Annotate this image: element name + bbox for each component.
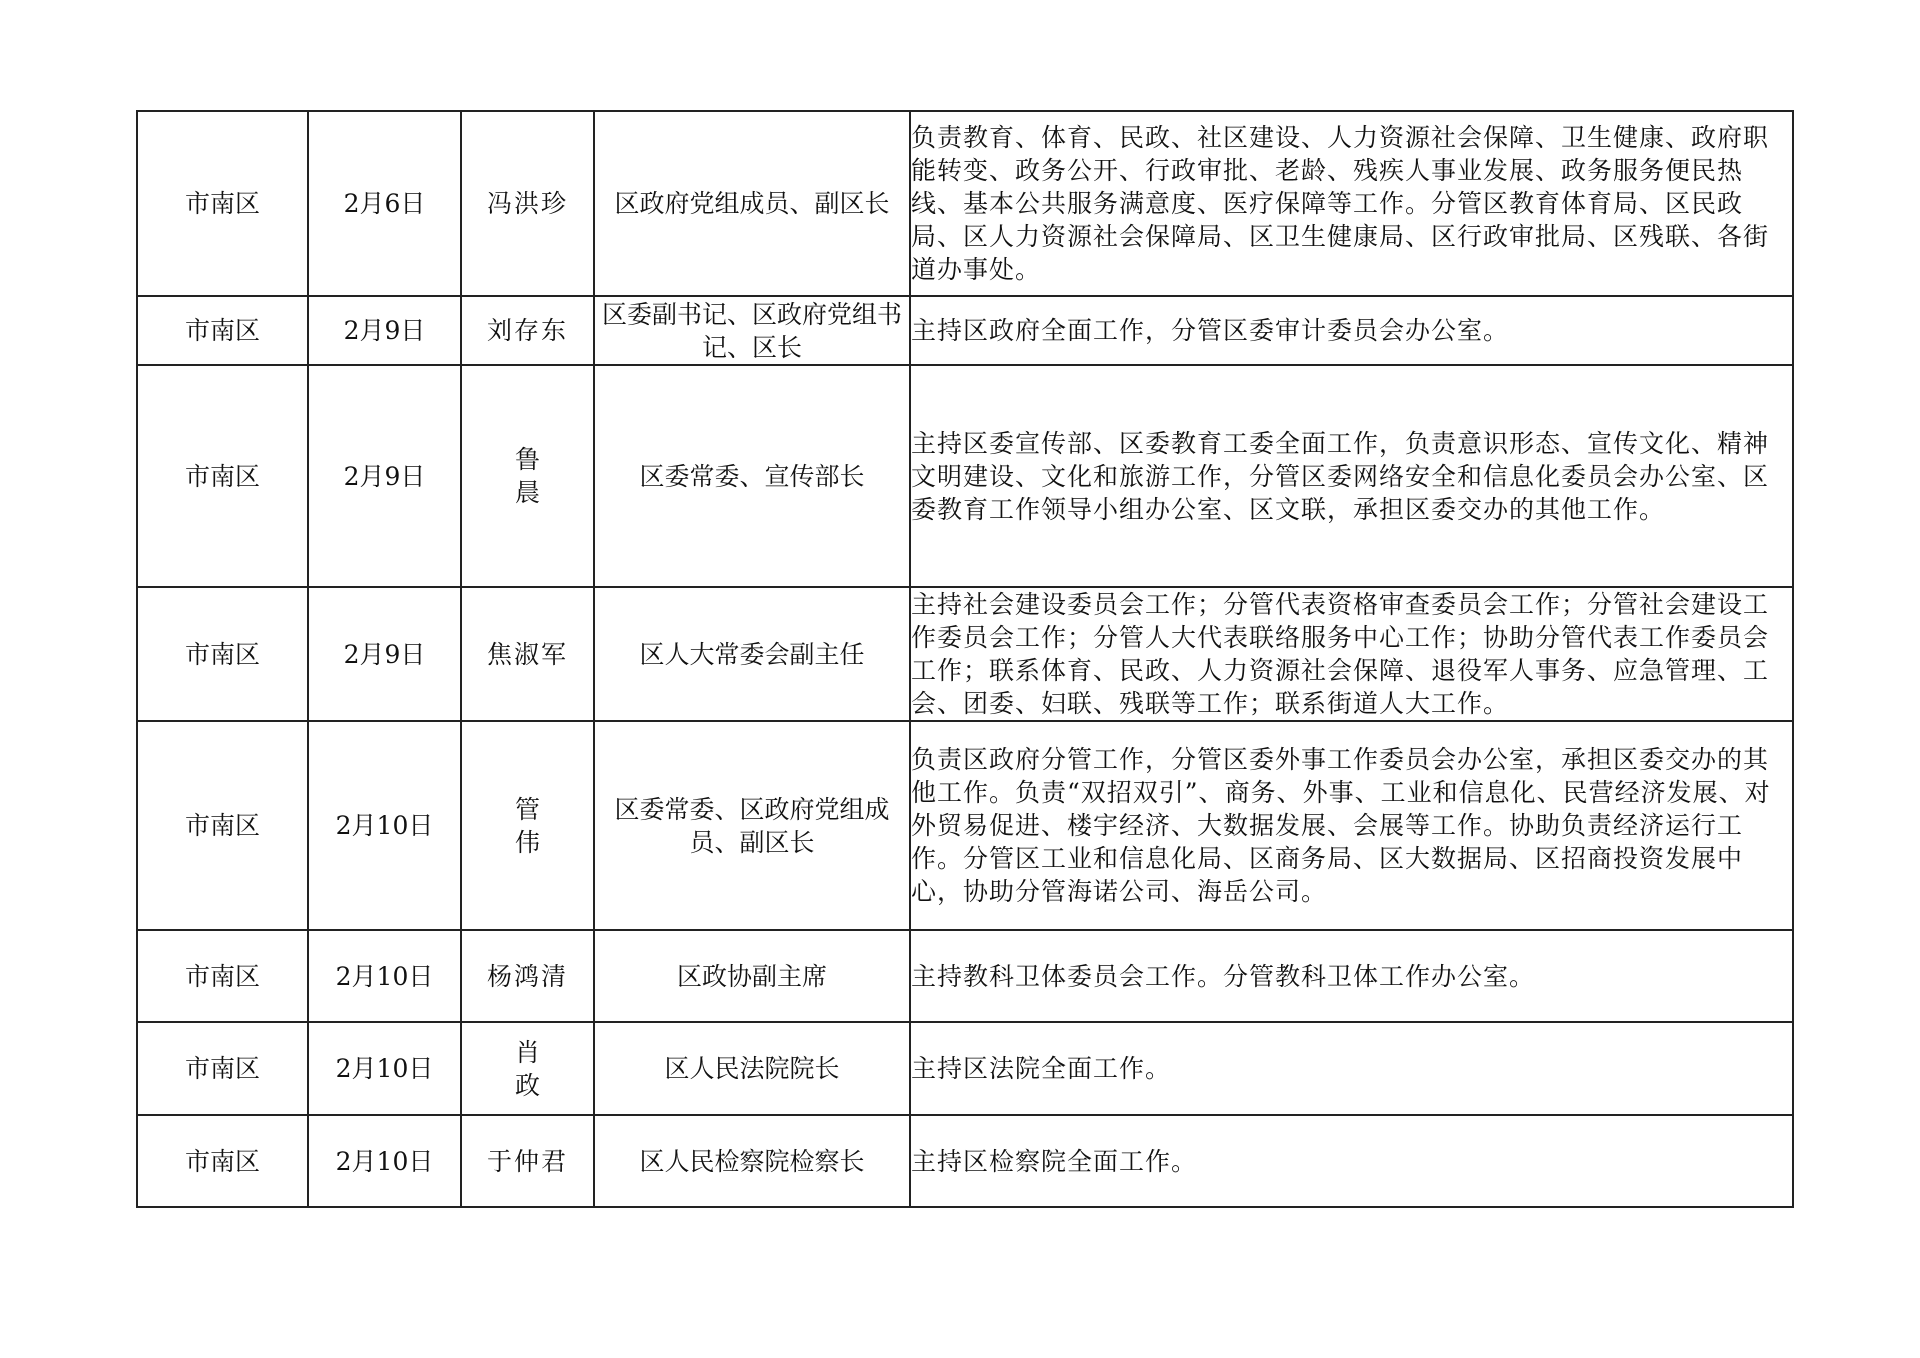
position-cell: 区委副书记、区政府党组书记、区长 bbox=[594, 296, 910, 365]
date-cell: 2月10日 bbox=[308, 721, 461, 930]
duty-table bbox=[136, 110, 1794, 1208]
name-cell: 于仲君 bbox=[461, 1115, 594, 1207]
name-cell: 焦淑军 bbox=[461, 587, 594, 721]
table-row bbox=[137, 587, 1793, 721]
date-cell: 2月10日 bbox=[308, 1115, 461, 1207]
duties-cell: 主持区法院全面工作。 bbox=[910, 1022, 1793, 1115]
duties-cell: 负责教育、体育、民政、社区建设、人力资源社会保障、卫生健康、政府职能转变、政务公开、行政审批、老龄、残疾人事业发展、政务服务便民热线、基本公共服务满意度、医疗保障等工作。分管区教育体育局、区民政局、区人力资源社会保障局、区卫生健康局、区行政审批局、区残联、各街道办事处。 bbox=[910, 111, 1793, 296]
duties-cell: 负责区政府分管工作，分管区委外事工作委员会办公室，承担区委交办的其他工作。负责“双招双引”、商务、外事、工业和信息化、民营经济发展、对外贸易促进、楼宇经济、大数据发展、会展等工作。协助负责经济运行工作。分管区工业和信息化局、区商务局、区大数据局、区招商投资发展中心，协助分管海诺公司、海岳公司。 bbox=[910, 721, 1793, 930]
duties-cell: 主持教科卫体委员会工作。分管教科卫体工作办公室。 bbox=[910, 930, 1793, 1022]
table-row bbox=[137, 296, 1793, 365]
duties-cell: 主持社会建设委员会工作；分管代表资格审查委员会工作；分管社会建设工作委员会工作；分管人大代表联络服务中心工作；协助分管代表工作委员会工作；联系体育、民政、人力资源社会保障、退役军人事务、应急管理、工会、团委、妇联、残联等工作；联系街道人大工作。 bbox=[910, 587, 1793, 721]
position-cell: 区人民检察院检察长 bbox=[594, 1115, 910, 1207]
table-row bbox=[137, 365, 1793, 587]
duties-cell: 主持区委宣传部、区委教育工委全面工作，负责意识形态、宣传文化、精神文明建设、文化和旅游工作，分管区委网络安全和信息化委员会办公室、区委教育工作领导小组办公室、区文联，承担区委交办的其他工作。 bbox=[910, 365, 1793, 587]
district-cell: 市南区 bbox=[137, 1022, 308, 1115]
date-cell: 2月9日 bbox=[308, 296, 461, 365]
duties-cell: 主持区政府全面工作，分管区委审计委员会办公室。 bbox=[910, 296, 1793, 365]
name-cell: 刘存东 bbox=[461, 296, 594, 365]
name-cell: 管伟 bbox=[461, 721, 594, 930]
district-cell: 市南区 bbox=[137, 930, 308, 1022]
table-row bbox=[137, 721, 1793, 930]
district-cell: 市南区 bbox=[137, 1115, 308, 1207]
date-cell: 2月10日 bbox=[308, 930, 461, 1022]
district-cell: 市南区 bbox=[137, 587, 308, 721]
district-cell: 市南区 bbox=[137, 365, 308, 587]
district-cell: 市南区 bbox=[137, 721, 308, 930]
date-cell: 2月9日 bbox=[308, 365, 461, 587]
name-cell: 杨鸿清 bbox=[461, 930, 594, 1022]
date-cell: 2月6日 bbox=[308, 111, 461, 296]
name-cell: 鲁晨 bbox=[461, 365, 594, 587]
position-cell: 区委常委、区政府党组成员、副区长 bbox=[594, 721, 910, 930]
position-cell: 区政府党组成员、副区长 bbox=[594, 111, 910, 296]
position-cell: 区人民法院院长 bbox=[594, 1022, 910, 1115]
name-cell: 肖政 bbox=[461, 1022, 594, 1115]
duties-cell: 主持区检察院全面工作。 bbox=[910, 1115, 1793, 1207]
position-cell: 区人大常委会副主任 bbox=[594, 587, 910, 721]
position-cell: 区委常委、宣传部长 bbox=[594, 365, 910, 587]
name-cell: 冯洪珍 bbox=[461, 111, 594, 296]
district-cell: 市南区 bbox=[137, 111, 308, 296]
table-row bbox=[137, 111, 1793, 296]
table-row bbox=[137, 930, 1793, 1022]
date-cell: 2月10日 bbox=[308, 1022, 461, 1115]
date-cell: 2月9日 bbox=[308, 587, 461, 721]
position-cell: 区政协副主席 bbox=[594, 930, 910, 1022]
table-row bbox=[137, 1022, 1793, 1115]
table-row bbox=[137, 1115, 1793, 1207]
district-cell: 市南区 bbox=[137, 296, 308, 365]
